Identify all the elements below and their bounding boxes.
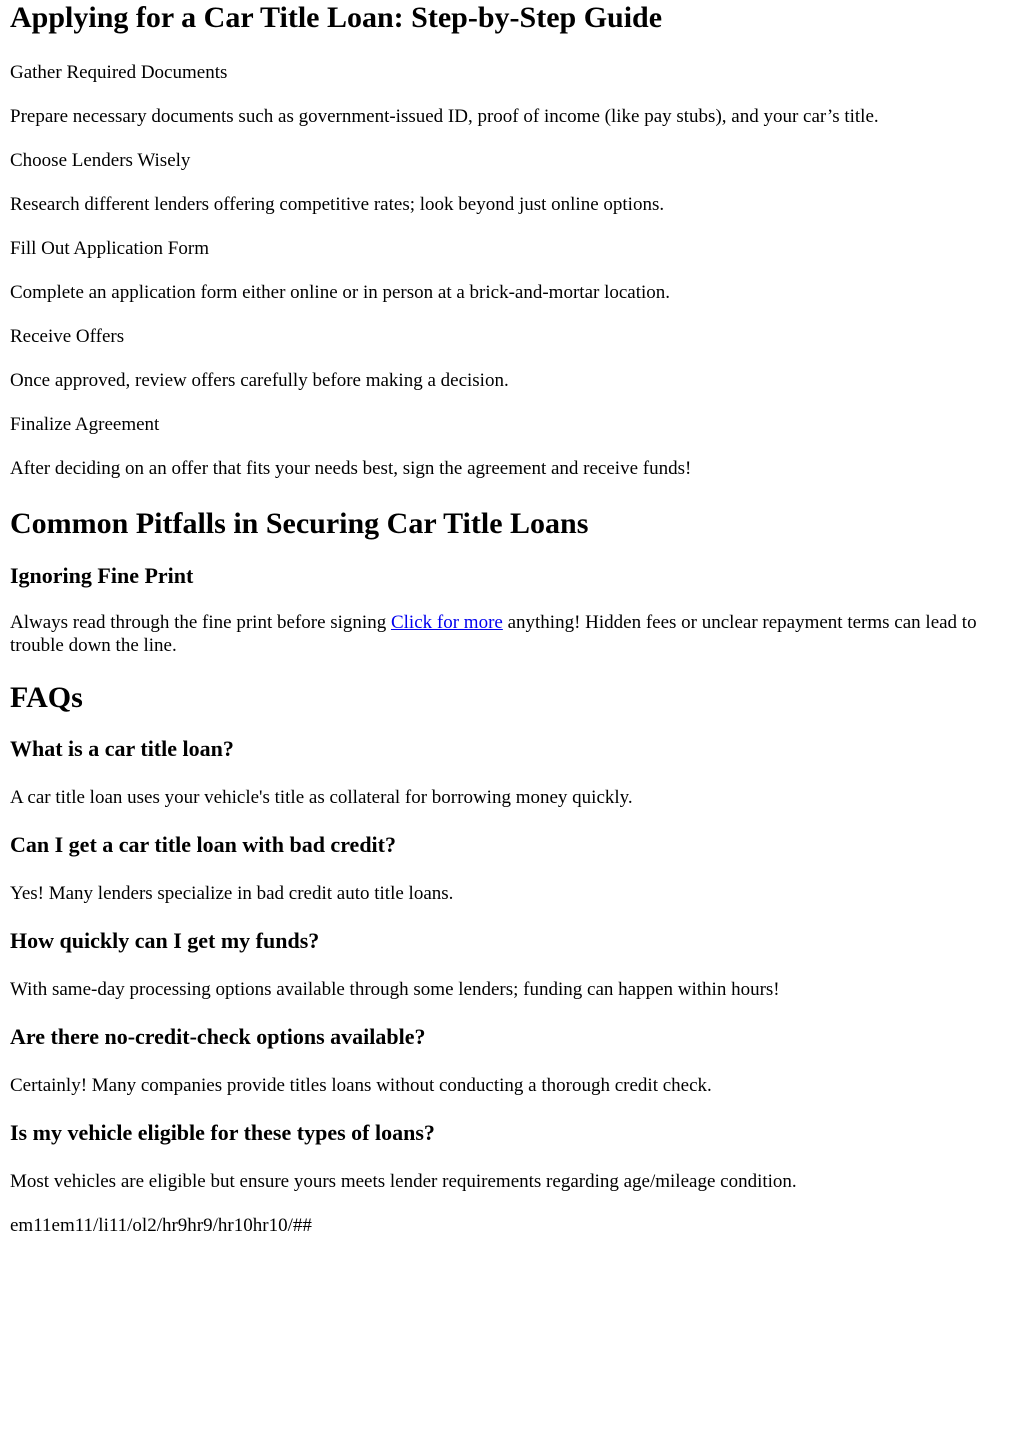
pitfalls-title: Common Pitfalls in Securing Car Title Loans <box>10 507 589 540</box>
trailing-markup-text: em11em11/li11/ol2/hr9hr9/hr10hr10/## <box>10 1215 312 1236</box>
step-label: Fill Out Application Form <box>10 238 209 259</box>
faq-list <box>10 736 1010 1193</box>
faq-question: What is a car title loan? <box>10 736 234 761</box>
faq-answer: Yes! Many lenders specialize in bad credit auto title loans. <box>10 883 454 904</box>
pitfall-text-after: anything! Hidden fees or unclear repayment terms can lead to trouble down the line. <box>10 612 977 656</box>
pitfall-paragraph <box>10 611 1010 657</box>
faq-question: Is my vehicle eligible for these types of loans? <box>10 1120 435 1145</box>
step-text: Prepare necessary documents such as government-issued ID, proof of income (like pay stubs), and your car’s title. <box>10 106 879 127</box>
faq-answer: A car title loan uses your vehicle's title as collateral for borrowing money quickly. <box>10 787 633 808</box>
faq-answer: Most vehicles are eligible but ensure yours meets lender requirements regarding age/mileage condition. <box>10 1171 797 1192</box>
faq-answer: Certainly! Many companies provide titles loans without conducting a thorough credit check. <box>10 1075 712 1096</box>
step-label: Receive Offers <box>10 326 125 347</box>
step-text: Once approved, review offers carefully before making a decision. <box>10 370 509 391</box>
faq-answer: With same-day processing options available through some lenders; funding can happen within hours! <box>10 979 780 1000</box>
step-label: Choose Lenders Wisely <box>10 150 191 171</box>
faq-title: FAQs <box>10 681 83 714</box>
document-page <box>10 0 1010 1237</box>
step-text: Research different lenders offering competitive rates; look beyond just online options. <box>10 194 665 215</box>
faq-question: How quickly can I get my funds? <box>10 928 320 953</box>
faq-question: Can I get a car title loan with bad credit? <box>10 832 396 857</box>
pitfall-text-before: Always read through the fine print before signing <box>10 612 391 633</box>
pitfall-heading: Ignoring Fine Print <box>10 563 194 588</box>
click-for-more-link[interactable]: Click for more <box>390 612 503 633</box>
step-text: Complete an application form either online or in person at a brick-and-mortar location. <box>10 282 671 303</box>
guide-title: Applying for a Car Title Loan: Step-by-Step Guide <box>10 1 663 34</box>
faq-question: Are there no-credit-check options available? <box>10 1024 426 1049</box>
step-label: Gather Required Documents <box>10 62 228 83</box>
step-label: Finalize Agreement <box>10 414 160 435</box>
step-text: After deciding on an offer that fits your needs best, sign the agreement and receive funds! <box>10 458 692 479</box>
guide-steps <box>10 61 1010 480</box>
